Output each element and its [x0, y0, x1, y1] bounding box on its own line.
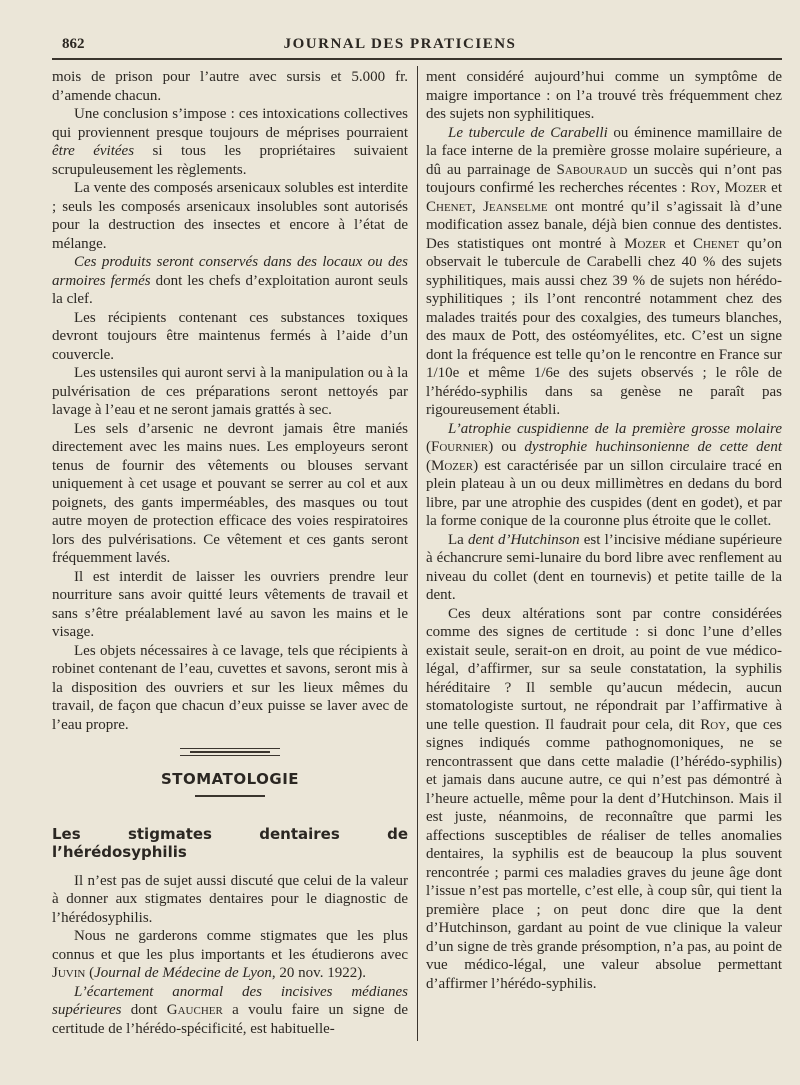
article-title: Les stigmates dentaires de l’hérédosyphilis	[52, 824, 408, 861]
paragraph: Ces produits seront conservés dans des locaux ou des armoires fermés dont les chefs d’exploitation auront seuls la clef.	[52, 254, 409, 307]
paragraph: La dent d’Hutchinson est l’incisive médiane supérieure à échancrure semi-lunaire du bord libre avec renflement au niveau du collet (dent en tournevis) et petite taille de la dent.	[426, 531, 782, 603]
paragraph: Les récipients contenant ces substances toxiques devront toujours être maintenus fermés à l’aide d’un couvercle.	[52, 309, 408, 363]
header-rule	[52, 58, 782, 60]
paragraph: Les ustensiles qui auront servi à la manipulation ou à la pulvérisation de ces préparations seront nettoyés par lavage à l’eau et ne seront jamais grattés à sec.	[52, 365, 408, 418]
paragraph: Ces deux altérations sont par contre considérées comme des signes de certitude : si donc l’une d’elles existait seule, serait-on en droit, au point de vue médico-légal, d’affirmer, sur sa seule constatation, la syphilis héréditaire ? Il semble qu’aucun médecin, aucun stomatologiste surtout, ne répondrait par l’affirmative à une telle question. Il faudrait pour cela, dit Roy, que ces signes indiqués comme pathognomoniques, ne se rencontrassent que dans cette maladie (l’hérédo-syphilis) et jamais dans aucune autre, ce qui n’est pas démontré à l’heure actuelle, même pour la dent d’Hutchinson. Mais il est juste, néanmoins, de reconnaître que parmi les affections susceptibles de réaliser de telles anomalies dentaires, la syphilis est de beaucoup la plus souvent rencontrée ; parmi ces maladies graves du jeune âge dont l’issue n’est pas mortelle, c’est elle, à coup sûr, qui tient la première place ; on peut donc dire que la dent d’Hutchinson, gardant au point de vue clinique la valeur d’un signe de très grande présomption, n’a pas, au point de vue médico-légal, une valeur absolue permettant d’affirmer l’hérédo-syphilis.	[426, 605, 782, 992]
paragraph: L’atrophie cuspidienne de la première grosse molaire (Fournier) ou dystrophie huchinsonienne de cette dent (Mozer) est caractérisée par un sillon circulaire tracé en plein plateau à un ou deux millimètres en dedans du bord libre, par une atrophie des cuspides (dent en godet), et par la forme conique de la couronne plus étroite que le collet.	[426, 420, 782, 529]
paragraph: Les sels d’arsenic ne devront jamais être maniés directement avec les mains nues. Les employeurs seront tenus de fournir des vêtements ou blouses servant uniquement à cet usage et pouvant se serrer au col et aux poignets, des gants imperméables, des masques ou tout autre moyen de protection efficace des voies respiratoires lors des pulvérisations. Ce vêtement et ces gants seront fréquemment lavés.	[52, 420, 408, 566]
paragraph: L’écartement anormal des incisives médianes supérieures dont Gaucher a voulu faire un signe de certitude de l’hérédo-spécificité, est habituelle-	[52, 983, 408, 1037]
paragraph: La vente des composés arsenicaux solubles est interdite ; seuls les composés arsenicaux insolubles sont autorisés pour la destruction des insectes et encore à l’état de mélange.	[52, 180, 408, 252]
section-ornament	[180, 748, 280, 756]
section-title: STOMATOLOGIE	[160, 770, 300, 788]
journal-title: JOURNAL DES PRATICIENS	[283, 36, 517, 52]
paragraph: Une conclusion s’impose : ces intoxications collectives qui proviennent presque toujours de méprises pourraient être évitées si tous les propriétaires suivaient scrupuleusement les règlements.	[52, 106, 408, 178]
left-column	[52, 68, 408, 1038]
paragraph: mois de prison pour l’autre avec sursis et 5.000 fr. d’amende chacun.	[52, 69, 408, 104]
section-rule	[195, 795, 265, 797]
paragraph: Nous ne garderons comme stigmates que les plus connus et que les plus importants et les étudierons avec Juvin (Journal de Médecine de Lyon, 20 nov. 1922).	[52, 928, 408, 981]
paragraph: Il est interdit de laisser les ouvriers prendre leur nourriture sans avoir quitté leurs vêtements de travail et sans s’être préalablement lavé au savon les mains et le visage.	[52, 568, 408, 640]
paragraph: ment considéré aujourd’hui comme un symptôme de maigre importance : on l’a trouvé très fréquemment chez des sujets non syphilitiques.	[426, 69, 782, 122]
column-divider	[417, 66, 418, 1041]
paragraph: Le tubercule de Carabelli ou éminence mamillaire de la face interne de la première grosse molaire supérieure, a dû au parrainage de Sabouraud un succès qui n’ont pas toujours confirmé les recherches récentes : Roy, Mozer et Chenet, Jeanselme ont montré qu’il s’agissait là d’une modification assez banale, déjà bien connue des dentistes. Des statistiques ont montré à Mozer et Chenet qu’on observait le tubercule de Carabelli chez 40 % des sujets syphilitiques, mais aussi chez 39 % de sujets non hérédo-syphilitiques ; ils l’ont rencontré notamment chez des malades traités pour des coxalgies, des tumeurs blanches, des maux de Pott, des ostéomyélites, etc. C’est un signe dont la fréquence est telle qu’on le rencontre en France sur 1/10e et même 1/6e des sujets observés ; le rôle de l’hérédo-syphilis dans sa genèse ne paraît pas rigoureusement établi.	[426, 124, 783, 418]
right-column	[426, 68, 782, 993]
paragraph: Les objets nécessaires à ce lavage, tels que récipients à robinet contenant de l’eau, cuvettes et savons, seront mis à la disposition des ouvriers et sur les lieux mêmes du travail, de façon que chacun d’eux puisse se laver avec de l’eau propre.	[52, 642, 408, 733]
page-number: 862	[62, 36, 85, 52]
paragraph: Il n’est pas de sujet aussi discuté que celui de la valeur à donner aux stigmates dentaires pour le diagnostic de l’hérédosyphilis.	[52, 872, 408, 926]
